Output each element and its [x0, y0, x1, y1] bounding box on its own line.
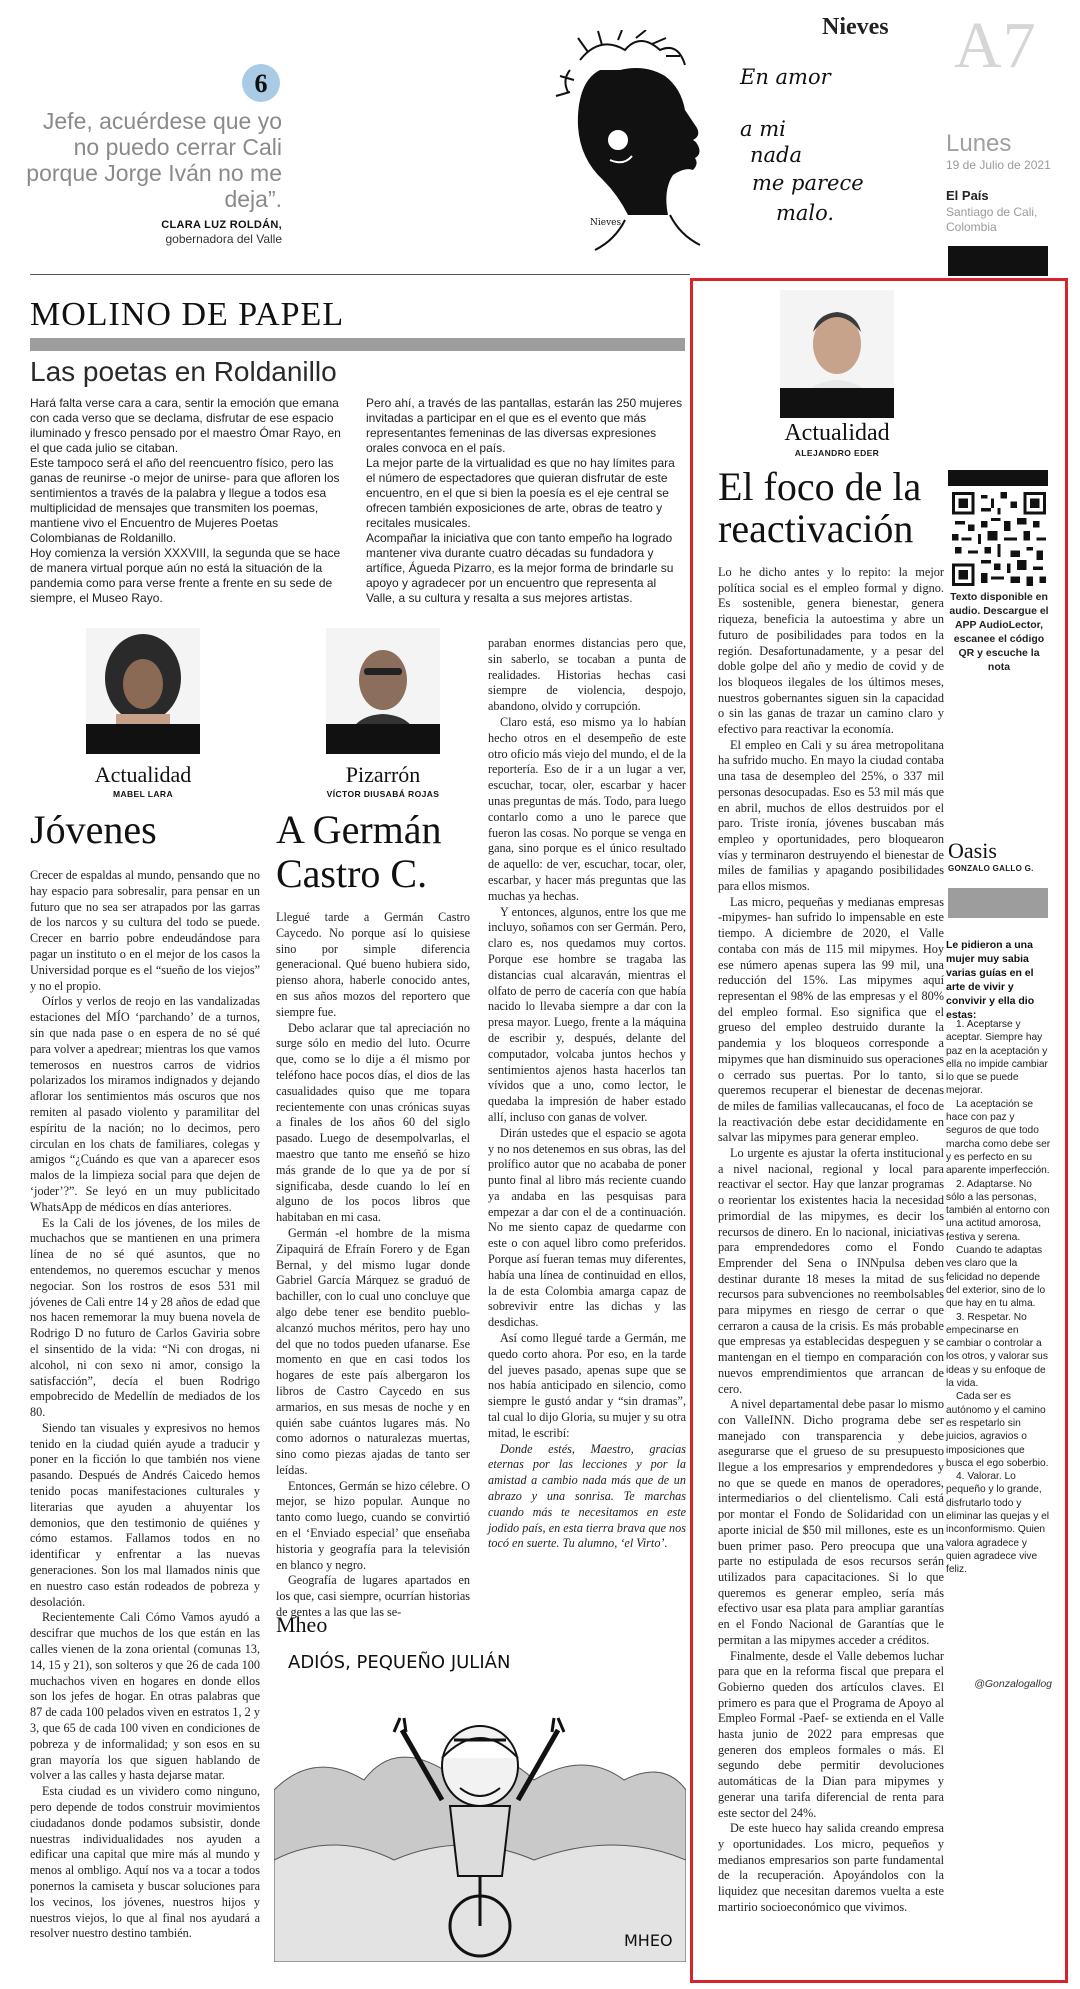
byline: VÍCTOR DIUSABÁ ROJAS: [326, 789, 440, 799]
paragraph: Entonces, Germán se hizo célebre. O mejor, se hizo popular. Aunque no tanto como luego, cuando se convirtió en el ‘Enviado especial’ que enseñaba historia y geografía para la televisión en blanco y negro.: [276, 1478, 470, 1572]
byline: ALEJANDRO EDER: [794, 448, 880, 458]
paragraph: Siendo tan visuales y expresivos no hemos tenido en la ciudad quién ayude a traducir y poner en la ficción lo que también nos viene pasando. Después de Andrés Caicedo hemos tenido pocas manifestaciones culturales y literarias que ayuden a ahuyentar los demonios, que den testimonio de quiénes y cómo estamos. Fallamos todos en no identificar y enfrentar a las nuevas generaciones. Son los mal llamados ninis que en nuestro caso están rodeados de pobreza y desolación.: [30, 1420, 260, 1609]
headline-german-castro: A Germán Castro C.: [276, 807, 442, 896]
byline: GONZALO GALLO G.: [948, 864, 1034, 873]
list-item: 1. Aceptarse y aceptar. Siempre hay paz en la aceptación y ella no impide cambiar lo que se puede mejorar.: [946, 1019, 1048, 1097]
article-body-rojas-col1: [276, 910, 470, 1621]
section-name: Nieves: [822, 14, 889, 40]
paragraph: Hará falta verse cara a cara, sentir la emoción que emana con cada verso que se declama, disfrutar de ese espacio iluminado y fresco pensado por el maestro Ómar Rayo, en el que cada julio se citaban.: [30, 396, 341, 455]
column-title-oasis: Oasis: [948, 838, 997, 863]
section-label-actualidad: Actualidad: [94, 762, 192, 787]
paragraph: Crecer de espaldas al mundo, pensando que no hay espacio para sobresalir, para pensar en un futuro que no sea ser atrapados por las garras de los narcos y su cultura del todo se puede. Crecer en barrio pobre endeudándose para pagar un instituto o en el mejor de los casos la Universidad porque es el “sueño de los viejos” y no el propio.: [30, 868, 260, 993]
divider: [30, 274, 690, 275]
paragraph: Pero ahí, a través de las pantallas, estarán las 250 mujeres invitadas a participar en el que es el evento que más representantes femeninas de las diversas expresiones orales convoca en el país.: [366, 396, 683, 455]
paragraph: Finalmente, desde el Valle debemos luchar para que en la reforma fiscal que prepara el Gobierno queden dos artículos claves. El primero es para que el Programa de Apoyo al Empleo Formal -Paef- se extienda en el Valle hasta junio de 2022 para empresas que generen dos empleos formales o más. El segundo debe permitir devoluciones automáticas de la Dian para mipymes y generar una tarifa diferencial de renta para este sector del 24%.: [718, 1648, 944, 1820]
mheo-cartoon: [274, 1640, 686, 1962]
cartoon-line-2: a mi: [740, 117, 786, 141]
editorial-title: Las poetas en Roldanillo: [30, 356, 337, 387]
paragraph: paraban enormes distancias pero que, sin saberlo, se tocaban a punta de realidades. Historias hechas casi siempre de violencia, despojo, abandono, olvido y corrupción.: [488, 636, 686, 714]
cartoon-line-4: me parece: [752, 171, 864, 195]
paragraph: Hoy comienza la versión XXXVIII, la segunda que se hace de manera virtual porque aún no está la situación de la pandemia como para verse frente a frente en su sede de siempre, el Museo Rayo.: [30, 546, 341, 605]
editorial-column-1: [30, 396, 348, 606]
paragraph: Es la Cali de los jóvenes, de los miles de muchachos que se mantienen en una primera línea de no sé qué asuntos, que no entendemos, no queremos escuchar y menos negociar. Son los rostros de esos 531 mil jóvenes de Cali entre 14 y 28 años de edad que nos hacen rememorar la muy buena novela de Rodrigo D no futuro de Carlos Gaviria sobre el sinsentido de la vida: “Ni con drogas, ni alcohol, ni con sexo ni amor, consigo la satisfacción”, decía el buen Rodrigo empobrecido de Medellín de mediados de los 80.: [30, 1215, 260, 1420]
cartoon-line-5: malo.: [776, 201, 835, 225]
paragraph: Y entonces, algunos, entre los que me incluyo, soñamos con ser Germán. Pero, claro es, nos quedamos muy cortos. Porque ese hombre se tragaba las distancias cual alcaraván, mientras el olfato de perro de cacería con que había nacido lo llevaba siempre a dar con la presa mayor. Luego, frente a la máquina de escribir y, después, delante del computador, volcaba juntos hechos y sentimientos ajenos hasta hacerlos tan vívidos que a uno, como lector, le quedaba la impresión de haber estado allí, incluso con ganas de volver.: [488, 904, 686, 1124]
paragraph: Lo urgente es ajustar la oferta institucional a nivel nacional, regional y local para reactivar el sector. Hay que lanzar programas o reorientar los existentes hacia la necesidad primordial de las mipymes, es decir los recursos de dinero. En lo nacional, iniciativas para emprendedores como el Fondo Emprender del Sena o INNpulsa deben destinar durante 18 meses la mitad de sus recursos para subvenciones no reembolsables para mipymes en riesgo de cerrar o que cerraron a causa de la crisis. Es más probable que empresas ya establecidas despeguen y se mantengan en el tiempo en comparación con nuevos emprendimientos que arrancan de cero.: [718, 1146, 944, 1396]
quote-number-badge: 6: [242, 64, 280, 102]
nieves-cartoon: [540, 30, 870, 260]
oasis-lead: Le pidieron a una mujer muy sabia varias guías en el arte de vivir y convivir y ella dio estas:: [946, 939, 1035, 1021]
cartoon-line-3: nada: [750, 143, 803, 167]
oasis-grey-bar: [948, 888, 1048, 918]
section-label-pizarron: Pizarrón: [345, 762, 421, 787]
oasis-body: [946, 1018, 1052, 1576]
paragraph: La mejor parte de la virtualidad es que no hay límites para el número de espectadores que quieran disfrutar de este encuentro, en el que si bien la poesía es el eje central se ofrecen también exposiciones de arte, obras de teatro y recitales musicales.: [366, 456, 675, 530]
header-black-tab: [948, 246, 1048, 276]
editorial-column-2: [366, 396, 684, 606]
paragraph: Llegué tarde a Germán Castro Caycedo. No porque así lo quisiese sino por simple diferencia generacional. Qué bueno hubiera sido, pienso ahora, haberle conocido antes, en sus años mozos del reportero que siempre fue.: [276, 910, 470, 1019]
cartoon-caption: ADIÓS, PEQUEÑO JULIÁN: [288, 1652, 511, 1673]
paragraph: Debo aclarar que tal apreciación no surge sólo en medio del luto. Ocurre que, como se lo dije a él mismo por teléfono hace pocos días, el dios de las casualidades quiso que me topara recientemente con unas crónicas suyas a finales de los años 60 del siglo pasado. Luego de desempolvarlas, el maestro que tanto me enseñó se hizo más grande de lo que ya de por sí significaba, desde cuando lo leí en alguno de los pocos libros que habitaban en mi casa.: [276, 1020, 470, 1225]
list-item: Cada ser es autónomo y el camino es respetarlo sin juicios, agravios o imposiciones que busca el ego soberbio.: [946, 1391, 1049, 1469]
section-label-actualidad: Actualidad: [784, 420, 890, 446]
author-photo-rojas: [326, 628, 440, 754]
paragraph: Recientemente Cali Cómo Vamos ayudó a descifrar que muchos de los que están en las calles vienen de la zona oriental (comunas 13, 14, 15 y 21), son solteros y que 26 de cada 100 muchachos viven en hogares en donde ellos son los jefes de hogar. En otras palabras que 87 de cada 100 pelados viven en estratos 1, 2 y 3, que 65 de cada 100 viven en condiciones de pobreza y de informalidad; y son esos en su gran mayoría los que siguen hablando de volver a las calles y hasta dejarse matar.: [30, 1610, 260, 1783]
list-item: 2. Adaptarse. No sólo a las personas, también al entorno con una actitud amorosa, festiva y serena.: [946, 1178, 1050, 1243]
paragraph: Geografía de lugares apartados en los que, casi siempre, ocurrían historias de gentes a las que las se-: [276, 1573, 470, 1620]
paragraph: El empleo en Cali y su área metropolitana ha sufrido mucho. En mayo la ciudad contaba una tasa de desempleo del 25%, o 337 mil personas desocupadas. Eso es 53 mil más que en abril, muchos de ellos destruidos por el paro. Triste ironía, jóvenes buscaban más empleo y oportunidades, pero bloquearon vías y terminaron destruyendo el bienestar de miles de familias y apagando posibilidades para ellos mismos.: [718, 737, 944, 894]
quote-author-role: gobernadora del Valle: [165, 232, 282, 246]
page-number: A7: [954, 9, 1037, 82]
list-item: 4. Valorar. Lo pequeño y lo grande, disfrutarlo todo y eliminar las quejas y el inconformismo. Quien valora agradece y quien agradece vive feliz.: [946, 1471, 1050, 1576]
weekday: Lunes: [946, 130, 1012, 157]
paragraph: Claro está, eso mismo ya lo habían hecho otros en el desempeño de este otro oficio más viejo del mundo, el de la reportería. Eso de ir a un lugar a ver, escuchar, tocar, oler, escarbar y hacer unas preguntas de más. Todo, para luego contarlo como a uno le parece que fueron las cosas. No porque se venga en gana, sino porque es el único resultado de aquello: de ver, escuchar, tocar, oler, escarbar, y hacer más preguntas que las muchas ya hechas.: [488, 714, 686, 903]
paragraph: Dirán ustedes que el espacio se agota y no nos detenemos en sus obras, las del prolífico autor que no acababa de poner punto final al libro más reciente cuando ya andaba en las pesquisas para empezar a dar con el de a continuación. No me siento capaz de quedarme con este o con aquel libro como preferidos. Porque así fueran temas muy diferentes, había una línea de continuidad en ellos, la de esta Colombia amarga capaz de sobrevivir entre las dichas y las desdichas.: [488, 1125, 686, 1330]
editorial-kicker: MOLINO DE PAPEL: [30, 296, 345, 333]
qr-code-icon[interactable]: [952, 492, 1046, 586]
paragraph: Germán -el hombre de la misma Zipaquirá de Efraín Forero y de Egan Bernal, y del mismo lugar donde Gabriel García Márquez se graduó de bachiller, con lo cual uno concluye que algo debe tener ese bendito pueblo- alcanzó muchos méritos, pero hay uno del que no todos pueden ufanarse. Ese momento en que en casi todos los hogares de este país albergaron los libros de Castro Caycedo en sus armarios, en sus mesas de noche y en quién sabe cuántos lugares más. No como adornos o naturalezas muertas, sino como piezas ajadas de tanto ser leídas.: [276, 1225, 470, 1477]
publication-place: Santiago de Cali, Colombia: [946, 205, 1038, 234]
editorial-bar: [30, 338, 685, 351]
article-body-lara: [30, 868, 260, 1942]
byline: MABEL LARA: [112, 789, 174, 799]
paragraph: Las micro, pequeñas y medianas empresas -mipymes- han sufrido lo impensable en este tiempo. A diciembre de 2020, el Valle contaba con más de 115 mil mipymes. Hoy ese número apenas supera las 99 mil, una reducción del 15%. Las mipymes aquí representan el 98% de las empresas y el 80% del empleo formal. Eso significa que el grueso del empleo destruido durante la pandemia y los bloqueos corresponde a mipymes que han disminuido sus operaciones o cerrado sus puertas. Por lo tanto, si queremos recuperar el bienestar de decenas de miles de familias vallecaucanas, el foco de la reactivación debe estar decididamente en salvar las mipymes para generar empleo.: [718, 894, 944, 1145]
quote-author: CLARA LUZ ROLDÁN,: [161, 219, 282, 231]
headline-foco-reactivacion: El foco de la reactivación: [718, 464, 922, 551]
paragraph: Acompañar la iniciativa que con tanto empeño ha logrado mantener viva durante cuatro décadas su fundadora y artífice, Águeda Pizarro, es la mejor forma de brindarle su apoyo y agradecer por un encuentro que representa al Valle, a su cultura y resalta a sus mejores artistas.: [366, 531, 674, 605]
paragraph: De este hueco hay salida creando empresa y oportunidades. Los micro, pequeños y medianos empresarios son parte fundamental de la recuperación. Apoyándolos con la liquidez que necesitan daremos vuelta a este martirio socioeconómico que vivimos.: [718, 1821, 944, 1914]
list-item: La aceptación se hace con paz y seguros de que todo marcha como debe ser y es perfecto en su aparente imperfección.: [946, 1098, 1051, 1177]
qr-audio-note: Texto disponible en audio. Descargue el APP AudioLector, escanee el código QR y escuche la nota: [949, 591, 1049, 673]
author-photo-lara: [86, 628, 200, 754]
cartoon-signature: MHEO: [624, 1931, 673, 1950]
headline-jovenes: Jóvenes: [30, 807, 157, 852]
list-item: 3. Respetar. No empecinarse en cambiar o controlar a los otros, y valorar sus ideas y su enfoque de la vida.: [946, 1311, 1048, 1390]
list-item: Cuando te adaptas ves claro que la felicidad no depende del exterior, sino de lo que hay en tu alma.: [946, 1245, 1046, 1310]
paragraph: Esta ciudad es un vividero como ninguno, pero depende de todos construir movimientos ciudadanos donde podamos subsistir, donde nuestras individualidades nos ayuden a edificar una capital que mire más al mundo y menos al ombligo. Aquí nos va a tocar a todos ponernos la camiseta y buscar soluciones para los vecinos, los jóvenes, nuestros hijos y nuestros viejos, lo que al final nos ayudará a resolver nuestro destino también.: [30, 1784, 260, 1941]
paragraph: Oírlos y verlos de reojo en las vandalizadas estaciones del MÍO ‘parchando’ de a turnos, sin que nada pase o en espera de no sé qué para volver a apedrear; mientras los que vamos temerosos en nuestros carros de vidrios polarizados los miramos indignados y dejando aflorar los sentimientos más oscuros que nos remiten al pasado violento y paramilitar del espíritu de la nación; no lo decimos, pero circulan en los chats de familiares, colegas y amigos “¿Cuándo es que van a aparecer esos malos de la limpieza social para que dejen de ‘joder’?”. Se leyó en un muy publicitado WhatsApp de médicos en días anteriores.: [30, 994, 260, 1214]
paragraph-letter: Donde estés, Maestro, gracias eternas por las lecciones y por la amistad a cambio nada más que de un abrazo y una sonrisa. Te marchas cuando más te necesitamos en este jodido país, en esta tierra brava que nos tocó en suerte. Tu alumno, ‘el Virto’.: [488, 1441, 686, 1551]
paragraph: Así como llegué tarde a Germán, me quedo corto ahora. Por eso, en la tarde del jueves pasado, apenas supe que se nos había anticipado en silencio, como siempre le gustó andar y “sin dramas”, tal cual lo dijo Gloria, su mujer y su otra mitad, le escribí:: [488, 1331, 686, 1440]
article-body-rojas-col2: [488, 636, 686, 1552]
pull-quote: Jefe, acuérdese que yo no puedo cerrar Cali porque Jorge Iván no me deja”.: [26, 108, 282, 212]
newspaper-name: El País: [946, 188, 989, 203]
paragraph: Lo he dicho antes y lo repito: la mejor política social es el empleo formal y digno. Es sostenible, genera bienestar, genera riqueza, beneficia la autoestima y abre un futuro de posibilidades para todos en la región. Desafortunadamente, y a pesar del doble golpe del año y medio de covid y de los bloqueos ilegales de los últimos meses, nuestros gobernantes siguen sin la capacidad o sin las ganas de trazar un camino claro y efectivo para reactivar la economía.: [718, 565, 944, 737]
paragraph: A nivel departamental debe pasar lo mismo con ValleINN. Dicho programa debe ser manejado con transparencia y debe asegurarse que el grueso de su presupuesto llegue a los empresarios y emprendedores y no que se quede en manos de operadores, intermediarios o del clientelismo. Cali está por montar el Fondo de Solidaridad con un aporte inicial de $50 mil millones, este es un buen primer paso. Pero preocupa que una parte no estipulada de esos recursos serán utilizados para capacitaciones. Si lo que queremos es generar empleo, sería más efectivo usar esa plata para ampliar garantías en el Fondo Nacional de Garantías que le permitan a las mipymes acceder a créditos.: [718, 1397, 944, 1647]
author-handle[interactable]: @Gonzalogallog: [974, 1678, 1052, 1690]
article-body-eder: [718, 565, 944, 1915]
paragraph: Este tampoco será el año del reencuentro físico, pero las ganas de reunirse -o mejor de unirse- para que afloren los sentimientos a través de la palabra y llegue a todos esa multiplicidad de mensajes que transmiten los poemas, mantiene vivo el Encuentro de Mujeres Poetas Colombianas de Roldanillo.: [30, 456, 340, 545]
cartoon-title: Mheo: [276, 1612, 328, 1637]
author-photo-eder: [780, 290, 894, 418]
issue-date: 19 de Julio de 2021: [946, 158, 1051, 172]
cartoon-signature: Nieves: [590, 218, 622, 228]
sidebar-black-bar: [948, 470, 1048, 486]
cartoon-line-1: En amor: [740, 65, 831, 89]
